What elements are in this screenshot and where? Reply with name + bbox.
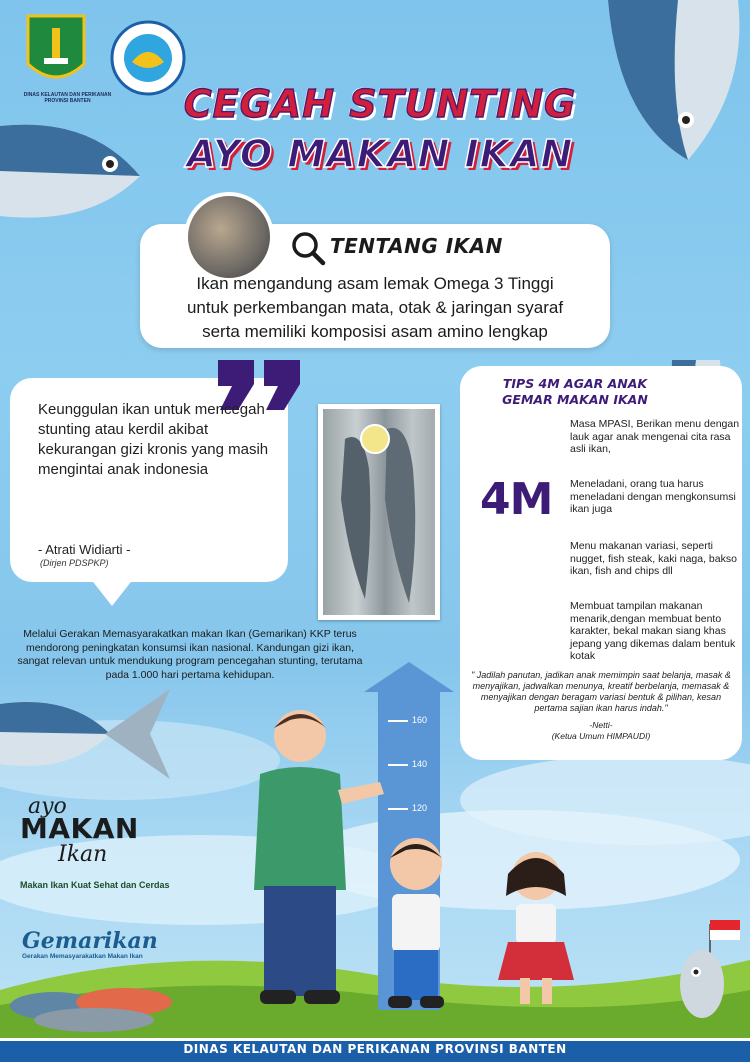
- tips-title: [470, 376, 680, 408]
- quote-text: Keunggulan ikan untuk mencegah stunting atau kerdil akibat kekurangan gizi kronis yang masih mengintai anak indonesia: [38, 401, 269, 478]
- fish-photo-drawing: [323, 409, 435, 615]
- gemarikan-paragraph: Melalui Gerakan Memasyarakatkan makan Ikan (Gemarikan) KKP terus mendorong peningkatan konsumsi ikan nasional. Kandungan gizi ikan, sangat relevan untuk mendukung program pencegahan stunting, terutama pada 1.000 hari pertama kehidupan.: [17, 628, 363, 681]
- tagline-makan: MAKAN: [20, 812, 139, 845]
- tagline-sub: Makan Ikan Kuat Sehat dan Cerdas: [20, 880, 170, 890]
- banten-logo-icon: [24, 12, 88, 92]
- tip-item: Masa MPASI, Berikan menu dengan lauk agar anak mengenai cita rasa asli ikan,: [570, 418, 740, 455]
- gemarikan-subtitle: Gerakan Memasyarakatkan Makan Ikan: [22, 953, 143, 960]
- magnifier-icon: [290, 230, 326, 266]
- tagline-ikan: Ikan: [58, 842, 108, 867]
- girl-illustration: [486, 848, 596, 1018]
- tips-4m-label: 4M: [480, 474, 553, 525]
- about-line: untuk perkembangan mata, otak & jaringan syaraf: [186, 298, 564, 317]
- quote-author: - Atrati Widiarti -: [38, 542, 131, 557]
- tips-quote: " Jadilah panutan, jadikan anak memimpin saat belanja, masak & menyajikan, jadwalkan menunya, kreatif berbelanja, memasak & menyajikan dengan beragam variasi bentuk & pilihan, kesan pertama sajian ikan harus indah.": [471, 670, 731, 713]
- tips-title-line: GEMAR MAKAN IKAN: [502, 392, 648, 407]
- about-line: Ikan mengandung asam lemak Omega 3 Tinggi: [196, 274, 554, 293]
- ruler-tick: [388, 808, 408, 810]
- ruler-arrow: [364, 662, 454, 692]
- tip-item: Menu makanan variasi, seperti nugget, fish steak, kaki naga, bakso ikan, fish and chips dll: [570, 540, 737, 577]
- parent-illustration: [230, 700, 390, 1020]
- seafood-photo: [184, 192, 274, 282]
- quote-bubble-tail: [90, 578, 134, 606]
- fish-illustration-left-bottom: [0, 684, 175, 784]
- ruler-label: 160: [412, 715, 428, 725]
- about-line: serta memiliki komposisi asam amino lengkap: [202, 322, 548, 341]
- about-text: [150, 272, 600, 344]
- gemarikan-logo: Gemarikan: [22, 928, 158, 954]
- fish-pile-illustration: [4, 966, 194, 1036]
- tip-item: Meneladani, orang tua harus meneladani dengan mengkonsumsi ikan juga: [570, 478, 736, 515]
- about-heading: TENTANG IKAN: [330, 234, 503, 258]
- footer-text: DINAS KELAUTAN DAN PERIKANAN PROVINSI BANTEN: [183, 1042, 567, 1056]
- ruler-tick: [388, 720, 408, 722]
- ruler-tick: [388, 764, 408, 766]
- fish-mascot-with-flag: [672, 910, 744, 1026]
- tips-quote-author: [466, 720, 736, 742]
- tips-quote-author-name: -Netti-: [589, 720, 613, 730]
- title-line-1: CEGAH STUNTING: [183, 82, 577, 126]
- ruler-label: 120: [412, 803, 428, 813]
- boy-illustration: [376, 834, 456, 1014]
- tagline-ayo: ayo: [28, 794, 67, 819]
- ruler-label: 140: [412, 759, 428, 769]
- banten-logo-caption: DINAS KELAUTAN DAN PERIKANAN PROVINSI BANTEN: [23, 92, 112, 104]
- fish-photo: [318, 404, 440, 620]
- tips-quote-author-role: (Ketua Umum HIMPAUDI): [551, 731, 651, 741]
- quote-role: (Dirjen PDSPKP): [40, 558, 109, 568]
- title-line-2: AYO MAKAN IKAN: [186, 132, 574, 176]
- tip-item: Membuat tampilan makanan menarik,dengan membuat bento karakter, bekal makan siang khas jepang yang dikemas dalam bentuk kotak: [570, 600, 736, 662]
- tips-title-line: TIPS 4M AGAR ANAK: [502, 376, 648, 391]
